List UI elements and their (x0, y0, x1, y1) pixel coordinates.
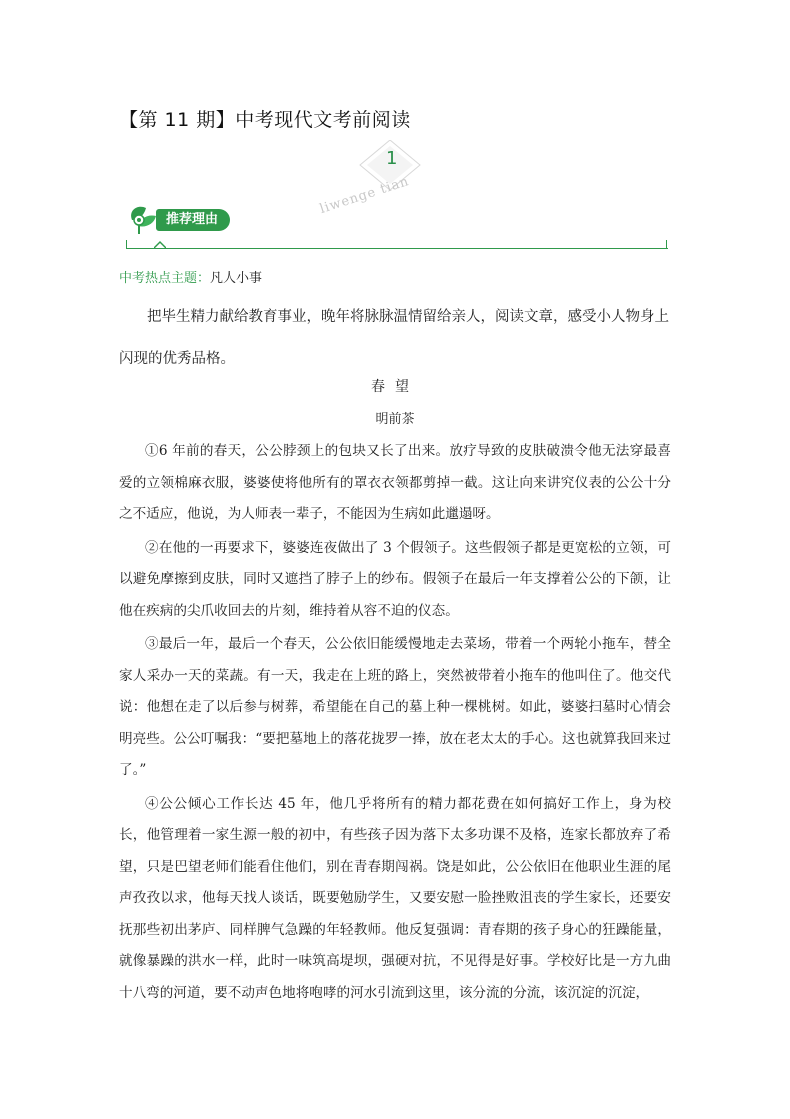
paragraph: ②在他的一再要求下，婆婆连夜做出了 3 个假领子。这些假领子都是更宽松的立领，可以避免摩擦到皮肤，同时又遮挡了脖子上的纱布。假领子在最后一年支撑着公公的下颌，让他在疾病的尖爪收回去的片刻，维持着从容不迫的仪态。 (119, 539, 671, 619)
paragraph: ③最后一年，最后一个春天，公公依旧能缓慢地走去菜场，带着一个两轮小拖车，替全家人采办一天的菜蔬。有一天，我走在上班的路上，突然被带着小拖车的他叫住了。他交代说：他想在走了以后参与树葬，希望能在自己的墓上种一棵桃树。如此，婆婆扫墓时心情会明亮些。公公叮嘱我：“要把墓地上的落花拢罗一捧，放在老太太的手心。这也就算我回来过了。” (119, 636, 671, 778)
paragraph: ④公公倾心工作长达 45 年，他几乎将所有的精力都花费在如何搞好工作上，身为校长，他管理着一家生源一般的初中，有些孩子因为落下太多功课不及格，连家长都放弃了希望，只是巴望老师们能看住他们，别在青春期闯祸。饶是如此，公公依旧在他职业生涯的尾声孜孜以求，他每天找人谈话，既要勉励学生，又要安慰一脸挫败沮丧的学生家长，还要安抚那些初出茅庐、同样脾气急躁的年轻教师。他反复强调：青春期的孩子身心的狂躁能量，就像暴躁的洪水一样，此时一味筑高堤坝，强硬对抗，不见得是好事。学校好比是一方九曲十八弯的河道，要不动声色地将咆哮的河水引流到这里，该分流的分流，该沉淀的沉淀， (119, 795, 671, 1001)
topic-line (119, 267, 262, 286)
article-title: 春望 (371, 379, 419, 395)
divider-tick-left (126, 240, 127, 248)
section-header (118, 202, 668, 254)
sprout-icon (126, 202, 160, 234)
intro-paragraph: 把毕生精力献给教育事业，晚年将脉脉温情留给亲人，阅读文章，感受小人物身上闪现的优秀品格。 (119, 309, 669, 367)
article-body (119, 436, 671, 1011)
paragraph: ①6 年前的春天，公公脖颈上的包块又长了出来。放疗导致的皮肤破溃令他无法穿最喜爱的立领棉麻衣服，婆婆使将他所有的罩衣衣领都剪掉一截。这让向来讲究仪表的公公十分之不适应，他说，为人师表一辈子，不能因为生病如此邋遢呀。 (119, 443, 671, 522)
page-title: 【第 11 期】中考现代文考前阅读 (119, 109, 411, 131)
divider-tick-right (666, 240, 667, 248)
topic-value: 凡人小事 (210, 271, 263, 286)
topic-label: 中考热点主题： (119, 271, 211, 286)
section-tag: 推荐理由 (156, 209, 230, 231)
article-author: 明前茶 (375, 412, 415, 427)
issue-number: 1 (386, 148, 398, 169)
divider (126, 248, 668, 249)
divider-notch-icon (154, 240, 166, 252)
watermark-text: liwenge tian (317, 173, 412, 218)
